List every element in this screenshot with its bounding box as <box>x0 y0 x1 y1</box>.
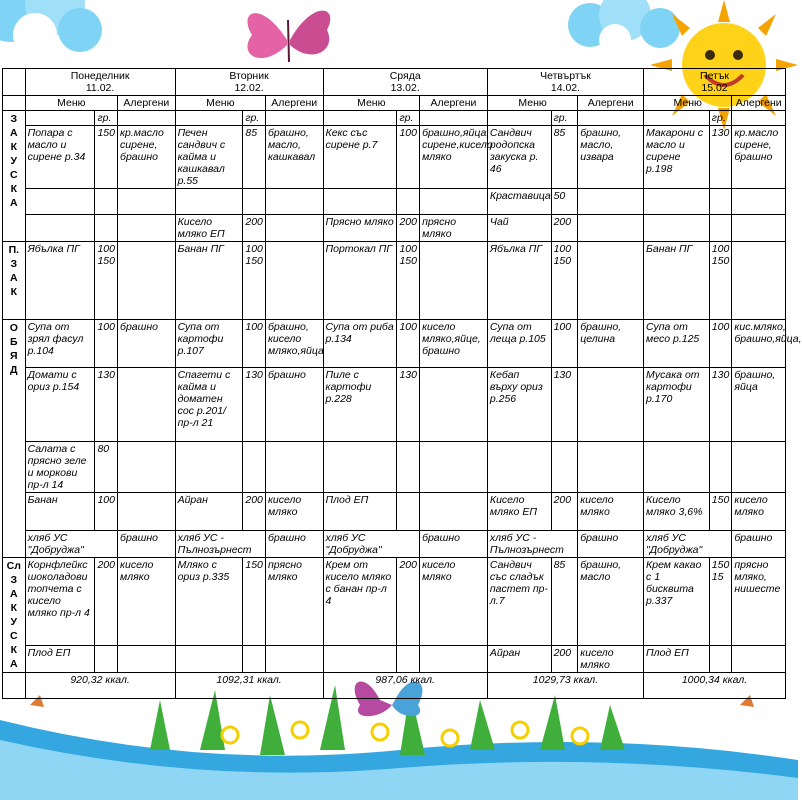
daily-calories: 920,32 ккал. <box>25 673 175 699</box>
butterfly-icon <box>232 0 342 72</box>
dish-grams: 200 <box>551 215 578 242</box>
dish-allergens: брашно,яйца, сирене,кисело мляко <box>420 126 488 189</box>
dish-grams: 130 <box>709 126 732 189</box>
dish-name: Сандвич родопска закуска р. 46 <box>487 126 551 189</box>
table-row <box>3 242 786 320</box>
dish-grams: 100 150 <box>397 242 420 320</box>
dish-name: Сандвич със сладък пастет пр-л.7 <box>487 558 551 646</box>
dish-allergens: кисело мляко <box>732 493 786 531</box>
bread-name: хляб УС "Добруджа" <box>644 531 732 558</box>
dish-allergens: кр.масло сирене, брашно <box>732 126 786 189</box>
day-header-5: Петък 15.02 <box>644 69 786 96</box>
dish-name: Плод ЕП <box>323 493 397 531</box>
dish-allergens: кис.мляко, брашно,яйца, <box>732 320 786 368</box>
dish-name: Крем от кисело мляко с банан пр-л 4 <box>323 558 397 646</box>
dish-name: Кисело мляко 3,6% <box>644 493 710 531</box>
dish-grams: 100 150 <box>709 242 732 320</box>
dish-name: Спагети с кайма и доматен сос р.201/пр-л 21 <box>175 368 243 442</box>
dish-allergens: брашно <box>118 320 176 368</box>
meal-label-slzak: Сл З А К У С К А <box>3 558 26 673</box>
dish-name: Салата с прясно зеле и моркови пр-л 14 <box>25 442 95 493</box>
dish-allergens: брашно, кисело мляко,яйца <box>265 320 323 368</box>
table-row <box>3 126 786 189</box>
allergens-header: Алергени <box>578 96 644 111</box>
allergens-header: Алергени <box>420 96 488 111</box>
table-row <box>3 215 786 242</box>
calories-row <box>3 673 786 699</box>
dish-name: Супа от леща р.105 <box>487 320 551 368</box>
dish-grams: 80 <box>95 442 118 493</box>
dish-allergens: брашно <box>420 531 488 558</box>
dish-allergens: кисело мляко <box>265 493 323 531</box>
bread-name: хляб УС "Добруджа" <box>25 531 117 558</box>
dish-grams: 100 <box>397 320 420 368</box>
table-row <box>3 493 786 531</box>
dish-name: Банан ПГ <box>644 242 710 320</box>
dish-grams: 85 <box>243 126 266 189</box>
column-header-row <box>3 96 786 111</box>
dish-grams: 200 <box>95 558 118 646</box>
dish-allergens: брашно <box>265 368 323 442</box>
menu-header: Меню <box>25 96 117 111</box>
dish-name: Попара с масло и сирене р.34 <box>25 126 95 189</box>
dish-allergens: брашно <box>118 531 176 558</box>
dish-name: Мусака от картофи р.170 <box>644 368 710 442</box>
dish-allergens: прясно мляко <box>265 558 323 646</box>
allergens-header: Алергени <box>118 96 176 111</box>
table-row <box>3 558 786 646</box>
dish-name: Портокал ПГ <box>323 242 397 320</box>
dish-allergens: кисело мляко <box>118 558 176 646</box>
grams-header: гр. <box>397 111 420 126</box>
dish-grams: 100 <box>95 320 118 368</box>
dish-name: Краставица <box>487 189 551 215</box>
dish-name: Супа от риба р.134 <box>323 320 397 368</box>
dish-allergens: брашно, яйца <box>732 368 786 442</box>
dish-allergens: брашно <box>578 531 644 558</box>
dish-grams: 150 15 <box>709 558 732 646</box>
dish-grams: 150 <box>95 126 118 189</box>
dish-allergens: брашно, масло <box>578 558 644 646</box>
table-row <box>3 646 786 673</box>
dish-grams: 150 <box>243 558 266 646</box>
dish-name: Айран <box>175 493 243 531</box>
dish-allergens: прясно мляко, нишесте <box>732 558 786 646</box>
table-row <box>3 368 786 442</box>
dish-grams: 200 <box>243 493 266 531</box>
dish-grams: 100 150 <box>243 242 266 320</box>
daily-calories: 987,06 ккал. <box>323 673 487 699</box>
dish-grams: 130 <box>95 368 118 442</box>
menu-header: Меню <box>323 96 420 111</box>
table-row <box>3 320 786 368</box>
dish-name: Супа от картофи р.107 <box>175 320 243 368</box>
dish-allergens: прясно мляко <box>420 215 488 242</box>
grams-header-row <box>3 111 786 126</box>
dish-name: Мляко с ориз р.335 <box>175 558 243 646</box>
menu-header: Меню <box>487 96 577 111</box>
meal-label-pzak: П. З А К <box>3 242 26 320</box>
table-row <box>3 442 786 493</box>
dish-allergens: кисело мляко <box>420 558 488 646</box>
dish-name: Ябълка ПГ <box>487 242 551 320</box>
dish-grams: 85 <box>551 126 578 189</box>
grams-header: гр. <box>95 111 118 126</box>
table-row <box>3 531 786 558</box>
dish-allergens: брашно, масло, кашкавал <box>265 126 323 189</box>
dish-grams: 50 <box>551 189 578 215</box>
day-header-4: Четвъртък 14.02. <box>487 69 643 96</box>
dish-allergens: кисело мляко,яйце, брашно <box>420 320 488 368</box>
dish-grams: 130 <box>709 368 732 442</box>
meal-label-obyad: О Б Я Д <box>3 320 26 558</box>
dish-grams: 100 150 <box>95 242 118 320</box>
dish-name: Плод ЕП <box>25 646 95 673</box>
menu-header: Меню <box>175 96 265 111</box>
dish-grams: 130 <box>397 368 420 442</box>
dish-grams: 85 <box>551 558 578 646</box>
dish-grams: 200 <box>551 646 578 673</box>
dish-name: Крем какао с 1 бисквита р.337 <box>644 558 710 646</box>
dish-grams: 150 <box>709 493 732 531</box>
day-header-row <box>3 69 786 96</box>
table-row <box>3 189 786 215</box>
dish-name: Пиле с картофи р.228 <box>323 368 397 442</box>
dish-name: Плод ЕП <box>644 646 710 673</box>
bread-name: хляб УС - Пълнозърнест <box>175 531 265 558</box>
dish-name: Ябълка ПГ <box>25 242 95 320</box>
dish-name: Айран <box>487 646 551 673</box>
dish-grams: 100 <box>709 320 732 368</box>
dish-name: Корнфлейкс шоколадови топчета с кисело мляко пр-л 4 <box>25 558 95 646</box>
dish-grams: 100 <box>243 320 266 368</box>
dish-allergens: кисело мляко <box>578 493 644 531</box>
dish-name: Кисело мляко ЕП <box>487 493 551 531</box>
grams-header: гр. <box>709 111 732 126</box>
dish-name: Кебап върху ориз р.256 <box>487 368 551 442</box>
dish-grams: 200 <box>397 215 420 242</box>
dish-name: Прясно мляко <box>323 215 397 242</box>
bread-name: хляб УС - Пълнозърнест <box>487 531 577 558</box>
dish-grams: 200 <box>397 558 420 646</box>
meal-label-zakuska: З А К У С К А <box>3 111 26 242</box>
corner-cell <box>3 69 26 96</box>
menu-header: Меню <box>644 96 732 111</box>
dish-name: Макарони с масло и сирене р.198 <box>644 126 710 189</box>
dish-name: Домати с ориз р.154 <box>25 368 95 442</box>
dish-allergens: брашно, масло, извара <box>578 126 644 189</box>
dish-name: Супа от месо р.125 <box>644 320 710 368</box>
dish-allergens: брашно <box>732 531 786 558</box>
bread-name: хляб УС "Добруджа" <box>323 531 420 558</box>
dish-grams: 200 <box>551 493 578 531</box>
allergens-header: Алергени <box>732 96 786 111</box>
dish-allergens: брашно <box>265 531 323 558</box>
grams-header: гр. <box>243 111 266 126</box>
dish-grams: 200 <box>243 215 266 242</box>
dish-grams: 100 150 <box>551 242 578 320</box>
daily-calories: 1029,73 ккал. <box>487 673 643 699</box>
dish-grams: 100 <box>397 126 420 189</box>
daily-calories: 1092,31 ккал. <box>175 673 323 699</box>
dish-name: Банан <box>25 493 95 531</box>
day-header-2: Вторник 12.02. <box>175 69 323 96</box>
weekly-menu-table <box>2 68 802 699</box>
dish-grams: 100 <box>551 320 578 368</box>
dish-name: Кисело мляко ЕП <box>175 215 243 242</box>
dish-allergens: кисело мляко <box>578 646 644 673</box>
allergens-header: Алергени <box>265 96 323 111</box>
dish-allergens: кр.масло сирене, брашно <box>118 126 176 189</box>
dish-grams: 130 <box>551 368 578 442</box>
dish-name: Чай <box>487 215 551 242</box>
dish-name: Кекс със сирене р.7 <box>323 126 397 189</box>
day-header-1: Понеделник 11.02. <box>25 69 175 96</box>
dish-allergens: брашно, целина <box>578 320 644 368</box>
dish-name: Супа от зрял фасул р.104 <box>25 320 95 368</box>
dish-grams: 130 <box>243 368 266 442</box>
dish-name: Банан ПГ <box>175 242 243 320</box>
dish-grams: 100 <box>95 493 118 531</box>
grams-header: гр. <box>551 111 578 126</box>
daily-calories: 1000,34 ккал. <box>644 673 786 699</box>
dish-name: Печен сандвич с кайма и кашкавал р.55 <box>175 126 243 189</box>
cloud-left-decoration <box>0 0 110 60</box>
day-header-3: Сряда 13.02. <box>323 69 487 96</box>
